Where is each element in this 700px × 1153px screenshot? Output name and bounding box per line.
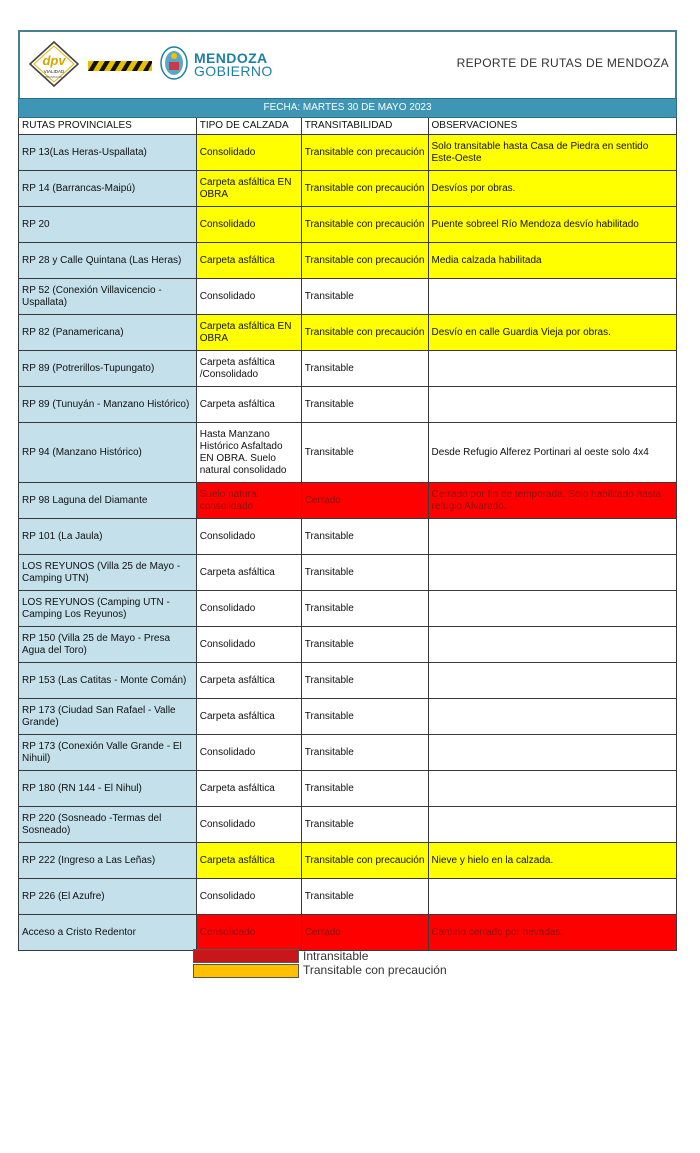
notes-cell: Solo transitable hasta Casa de Piedra en sentido Este-Oeste	[428, 135, 677, 171]
table-row	[19, 423, 677, 483]
surface-cell: Consolidado	[196, 807, 301, 843]
notes-cell: Desde Refugio Alferez Portinari al oeste solo 4x4	[428, 423, 677, 483]
table-row	[19, 483, 677, 519]
status-cell: Transitable	[301, 423, 428, 483]
table-row	[19, 135, 677, 171]
table-row	[19, 627, 677, 663]
surface-cell: Carpeta asfáltica EN OBRA	[196, 171, 301, 207]
notes-cell	[428, 735, 677, 771]
surface-cell: Carpeta asfáltica /Consolidado	[196, 351, 301, 387]
table-row	[19, 171, 677, 207]
notes-cell	[428, 699, 677, 735]
status-cell: Transitable	[301, 699, 428, 735]
notes-cell: Cerrado por fin de temporada. Solo habilitado hasta refugio Alvarado.	[428, 483, 677, 519]
gov-line-2: GOBIERNO	[194, 63, 273, 79]
surface-cell: Carpeta asfáltica	[196, 555, 301, 591]
table-row	[19, 387, 677, 423]
notes-cell	[428, 555, 677, 591]
surface-cell: Consolidado	[196, 135, 301, 171]
status-cell: Transitable	[301, 591, 428, 627]
route-cell: RP 226 (El Azufre)	[19, 879, 197, 915]
route-cell: RP 14 (Barrancas-Maipú)	[19, 171, 197, 207]
legend-swatch-intransitable	[193, 949, 299, 963]
route-cell: RP 173 (Conexión Valle Grande - El Nihuil)	[19, 735, 197, 771]
status-cell: Transitable	[301, 771, 428, 807]
surface-cell: Carpeta asfáltica	[196, 387, 301, 423]
status-cell: Cerrado	[301, 483, 428, 519]
table-row	[19, 315, 677, 351]
route-cell: RP 89 (Potrerillos-Tupungato)	[19, 351, 197, 387]
table-row	[19, 807, 677, 843]
routes-table	[18, 98, 677, 951]
status-cell: Transitable	[301, 279, 428, 315]
surface-cell: Consolidado	[196, 279, 301, 315]
status-cell: Transitable con precaución	[301, 243, 428, 279]
table-row	[19, 771, 677, 807]
status-cell: Transitable	[301, 735, 428, 771]
status-cell: Transitable con precaución	[301, 171, 428, 207]
route-cell: RP 20	[19, 207, 197, 243]
notes-cell: Puente sobreel Río Mendoza desvío habilitado	[428, 207, 677, 243]
status-cell: Transitable con precaución	[301, 843, 428, 879]
vialidad-provincial-logo	[28, 40, 80, 88]
surface-cell: Consolidado	[196, 627, 301, 663]
surface-cell: Carpeta asfáltica	[196, 843, 301, 879]
report-date: FECHA: MARTES 30 DE MAYO 2023	[19, 99, 677, 118]
notes-cell: Camino cerrado por nevadas.	[428, 915, 677, 951]
notes-cell	[428, 807, 677, 843]
route-cell: RP 13(Las Heras-Uspallata)	[19, 135, 197, 171]
mendoza-shield-icon	[160, 46, 188, 80]
notes-cell	[428, 627, 677, 663]
status-cell: Cerrado	[301, 915, 428, 951]
notes-cell	[428, 591, 677, 627]
route-cell: RP 94 (Manzano Histórico)	[19, 423, 197, 483]
surface-cell: Consolidado	[196, 735, 301, 771]
notes-cell: Media calzada habilitada	[428, 243, 677, 279]
route-cell: RP 173 (Ciudad San Rafael - Valle Grande)	[19, 699, 197, 735]
surface-cell: Consolidado	[196, 207, 301, 243]
hazard-stripes	[88, 61, 152, 71]
status-cell: Transitable con precaución	[301, 207, 428, 243]
table-row	[19, 663, 677, 699]
route-cell: RP 98 Laguna del Diamante	[19, 483, 197, 519]
table-row	[19, 735, 677, 771]
legend-swatch-precaucion	[193, 964, 299, 978]
surface-cell: Consolidado	[196, 519, 301, 555]
surface-cell: Consolidado	[196, 915, 301, 951]
surface-cell: Carpeta asfáltica EN OBRA	[196, 315, 301, 351]
legend	[193, 949, 447, 978]
svg-text:dpv: dpv	[42, 53, 66, 68]
date-bar	[19, 99, 677, 118]
surface-cell: Carpeta asfáltica	[196, 243, 301, 279]
table-row	[19, 351, 677, 387]
status-cell: Transitable	[301, 879, 428, 915]
surface-cell: Consolidado	[196, 591, 301, 627]
column-header: TIPO DE CALZADA	[196, 118, 301, 135]
route-cell: RP 82 (Panamericana)	[19, 315, 197, 351]
notes-cell	[428, 879, 677, 915]
route-cell: RP 220 (Sosneado -Termas del Sosneado)	[19, 807, 197, 843]
table-row	[19, 699, 677, 735]
route-cell: RP 89 (Tunuyán - Manzano Histórico)	[19, 387, 197, 423]
status-cell: Transitable	[301, 663, 428, 699]
route-cell: LOS REYUNOS (Villa 25 de Mayo - Camping UTN)	[19, 555, 197, 591]
column-header: TRANSITABILIDAD	[301, 118, 428, 135]
notes-cell: Desvíos por obras.	[428, 171, 677, 207]
table-row	[19, 843, 677, 879]
table-row	[19, 243, 677, 279]
route-cell: RP 153 (Las Catitas - Monte Comán)	[19, 663, 197, 699]
table-row	[19, 555, 677, 591]
table-row	[19, 915, 677, 951]
table-row	[19, 207, 677, 243]
table-row	[19, 519, 677, 555]
table-row	[19, 591, 677, 627]
status-cell: Transitable	[301, 519, 428, 555]
status-cell: Transitable	[301, 351, 428, 387]
notes-cell	[428, 519, 677, 555]
status-cell: Transitable con precaución	[301, 315, 428, 351]
status-cell: Transitable con precaución	[301, 135, 428, 171]
surface-cell: Carpeta asfáltica	[196, 771, 301, 807]
notes-cell	[428, 351, 677, 387]
report-title: REPORTE DE RUTAS DE MENDOZA	[456, 56, 669, 70]
notes-cell: Nieve y hielo en la calzada.	[428, 843, 677, 879]
route-cell: RP 52 (Conexión Villavicencio - Uspallata)	[19, 279, 197, 315]
table-row	[19, 879, 677, 915]
surface-cell: Suelo natural consolidado	[196, 483, 301, 519]
route-cell: RP 150 (Villa 25 de Mayo - Presa Agua del Toro)	[19, 627, 197, 663]
route-cell: Acceso a Cristo Redentor	[19, 915, 197, 951]
route-cell: RP 222 (Ingreso a Las Leñas)	[19, 843, 197, 879]
column-header: OBSERVACIONES	[428, 118, 677, 135]
route-cell: RP 180 (RN 144 - El Nihul)	[19, 771, 197, 807]
legend-label-intransitable: Intransitable	[303, 949, 369, 963]
column-headers	[19, 118, 677, 135]
surface-cell: Hasta Manzano Histórico Asfaltado EN OBRA. Suelo natural consolidado	[196, 423, 301, 483]
table-row	[19, 279, 677, 315]
notes-cell	[428, 279, 677, 315]
route-cell: RP 101 (La Jaula)	[19, 519, 197, 555]
status-cell: Transitable	[301, 555, 428, 591]
gobierno-mendoza-wordmark	[194, 52, 273, 78]
route-cell: LOS REYUNOS (Camping UTN - Camping Los Reyunos)	[19, 591, 197, 627]
route-cell: RP 28 y Calle Quintana (Las Heras)	[19, 243, 197, 279]
dpv-logo-sublabel: PROVINCIAL	[44, 75, 64, 79]
column-header: RUTAS PROVINCIALES	[19, 118, 197, 135]
gov-line-1: MENDOZA	[194, 50, 268, 66]
surface-cell: Consolidado	[196, 879, 301, 915]
status-cell: Transitable	[301, 627, 428, 663]
report-header	[18, 30, 677, 98]
legend-label-precaucion: Transitable con precaución	[303, 963, 447, 977]
status-cell: Transitable	[301, 807, 428, 843]
dpv-logo-label: VIALIDAD	[43, 69, 65, 74]
notes-cell	[428, 663, 677, 699]
notes-cell	[428, 387, 677, 423]
notes-cell: Desvío en calle Guardia Vieja por obras.	[428, 315, 677, 351]
route-report-sheet	[18, 30, 677, 951]
surface-cell: Carpeta asfáltica	[196, 699, 301, 735]
status-cell: Transitable	[301, 387, 428, 423]
notes-cell	[428, 771, 677, 807]
surface-cell: Carpeta asfáltica	[196, 663, 301, 699]
